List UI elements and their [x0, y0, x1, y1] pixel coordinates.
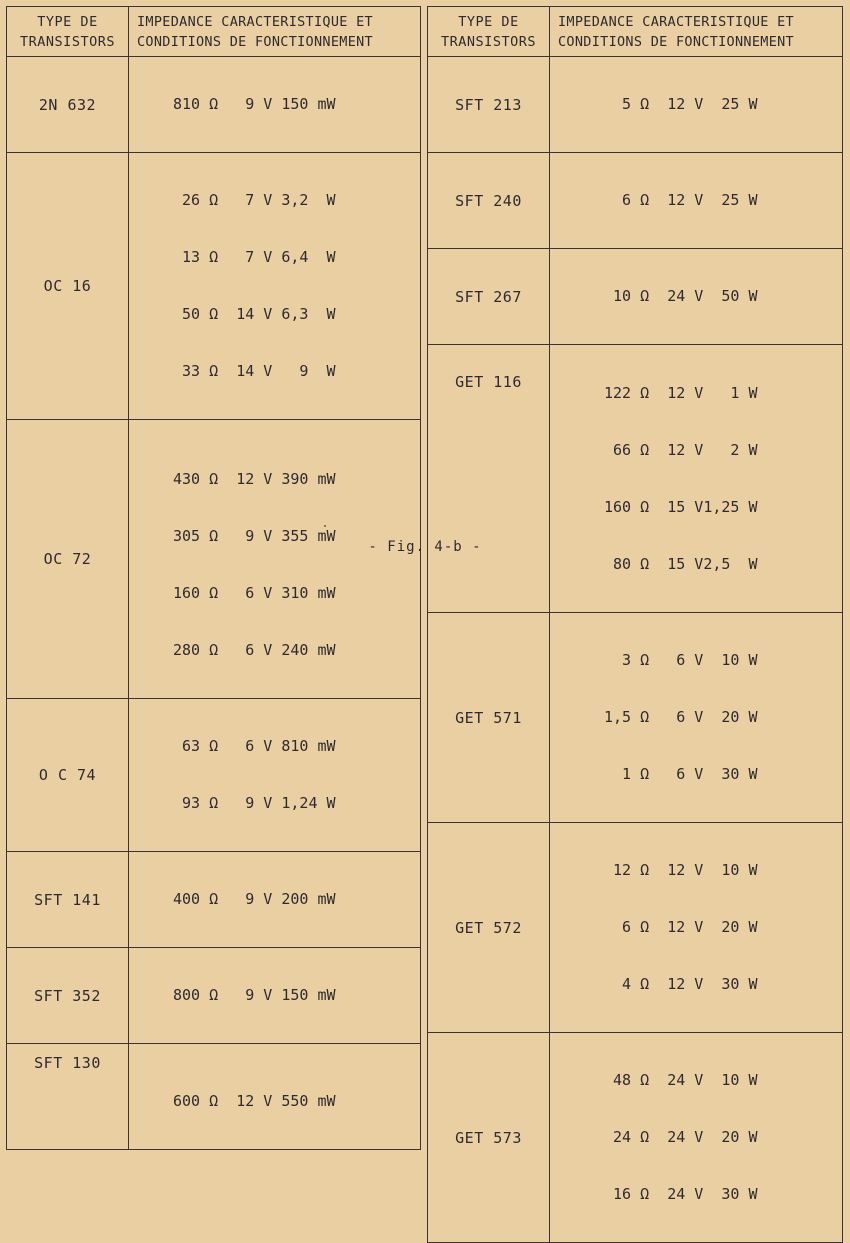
header-type-line1: TYPE DE [37, 13, 98, 30]
table-row [7, 153, 421, 420]
table-row [7, 57, 421, 153]
header-imp-line2: CONDITIONS DE FONCTIONNEMENT [137, 33, 373, 50]
operating-conditions [129, 852, 421, 948]
condition-line: 280 Ω 6 V 240 mW [173, 641, 336, 659]
condition-line: 48 Ω 24 V 10 W [604, 1071, 758, 1089]
condition-line: 93 Ω 9 V 1,24 W [173, 794, 336, 812]
header-row [428, 7, 843, 57]
operating-conditions [550, 1033, 843, 1243]
condition-line: 1 Ω 6 V 30 W [604, 765, 758, 783]
condition-line: 600 Ω 12 V 550 mW [173, 1092, 336, 1110]
transistor-type: O C 74 [7, 699, 129, 852]
header-imp-line1: IMPEDANCE CARACTERISTIQUE ET [137, 13, 373, 30]
table-row [7, 852, 421, 948]
condition-line: 800 Ω 9 V 150 mW [173, 986, 336, 1004]
condition-line: 400 Ω 9 V 200 mW [173, 890, 336, 908]
header-imp-line2: CONDITIONS DE FONCTIONNEMENT [558, 33, 794, 50]
table-row [7, 420, 421, 699]
condition-line: 3 Ω 6 V 10 W [604, 651, 758, 669]
condition-line: 24 Ω 24 V 20 W [604, 1128, 758, 1146]
scan-speck [324, 525, 326, 527]
transistor-type: OC 16 [7, 153, 129, 420]
transistor-type: SFT 352 [7, 948, 129, 1044]
transistor-table-right [427, 6, 843, 1243]
header-type-line1: TYPE DE [458, 13, 519, 30]
table-row [428, 249, 843, 345]
transistor-type: GET 116 [428, 345, 550, 613]
header-type [7, 7, 129, 57]
condition-line: 160 Ω 6 V 310 mW [173, 584, 336, 602]
transistor-type: SFT 240 [428, 153, 550, 249]
transistor-table-left [6, 6, 421, 1150]
condition-line: 4 Ω 12 V 30 W [604, 975, 758, 993]
condition-line: 66 Ω 12 V 2 W [604, 441, 758, 459]
condition-line: 5 Ω 12 V 25 W [604, 95, 758, 113]
transistor-type: SFT 267 [428, 249, 550, 345]
table-row [428, 153, 843, 249]
condition-line: 430 Ω 12 V 390 mW [173, 470, 336, 488]
condition-line: 160 Ω 15 V1,25 W [604, 498, 758, 516]
table-row [428, 613, 843, 823]
condition-line: 6 Ω 12 V 25 W [604, 191, 758, 209]
operating-conditions [550, 249, 843, 345]
table-row [428, 823, 843, 1033]
condition-line: 10 Ω 24 V 50 W [604, 287, 758, 305]
table-row [428, 1033, 843, 1243]
transistor-type: GET 572 [428, 823, 550, 1033]
header-imp-line1: IMPEDANCE CARACTERISTIQUE ET [558, 13, 794, 30]
condition-line: 80 Ω 15 V2,5 W [604, 555, 758, 573]
operating-conditions [129, 948, 421, 1044]
transistor-type: SFT 141 [7, 852, 129, 948]
condition-line: 6 Ω 12 V 20 W [604, 918, 758, 936]
condition-line: 810 Ω 9 V 150 mW [173, 95, 336, 113]
header-type-line2: TRANSISTORS [20, 33, 115, 50]
operating-conditions [550, 345, 843, 613]
transistor-type: 2N 632 [7, 57, 129, 153]
condition-line: 50 Ω 14 V 6,3 W [173, 305, 336, 323]
condition-line: 63 Ω 6 V 810 mW [173, 737, 336, 755]
condition-line: 1,5 Ω 6 V 20 W [604, 708, 758, 726]
table-row [428, 57, 843, 153]
header-impedance [550, 7, 843, 57]
condition-line: 33 Ω 14 V 9 W [173, 362, 336, 380]
table-row [428, 345, 843, 613]
transistor-type: GET 573 [428, 1033, 550, 1243]
condition-line: 16 Ω 24 V 30 W [604, 1185, 758, 1203]
transistor-type: SFT 213 [428, 57, 550, 153]
transistor-type: OC 72 [7, 420, 129, 699]
condition-line: 13 Ω 7 V 6,4 W [173, 248, 336, 266]
condition-line: 305 Ω 9 V 355 mW [173, 527, 336, 545]
transistor-type: SFT 130 [7, 1044, 129, 1150]
condition-line: 122 Ω 12 V 1 W [604, 384, 758, 402]
operating-conditions [550, 823, 843, 1033]
table-row [7, 948, 421, 1044]
operating-conditions [129, 699, 421, 852]
condition-line: 12 Ω 12 V 10 W [604, 861, 758, 879]
header-impedance [129, 7, 421, 57]
header-type-line2: TRANSISTORS [441, 33, 536, 50]
figure-caption: - Fig. 4-b - [368, 539, 482, 555]
condition-line: 26 Ω 7 V 3,2 W [173, 191, 336, 209]
operating-conditions [550, 613, 843, 823]
operating-conditions [129, 1044, 421, 1150]
operating-conditions [129, 153, 421, 420]
header-type [428, 7, 550, 57]
table-row [7, 1044, 421, 1150]
header-row [7, 7, 421, 57]
transistor-type: GET 571 [428, 613, 550, 823]
operating-conditions [550, 153, 843, 249]
table-row [7, 699, 421, 852]
operating-conditions [550, 57, 843, 153]
operating-conditions [129, 57, 421, 153]
operating-conditions [129, 420, 421, 699]
